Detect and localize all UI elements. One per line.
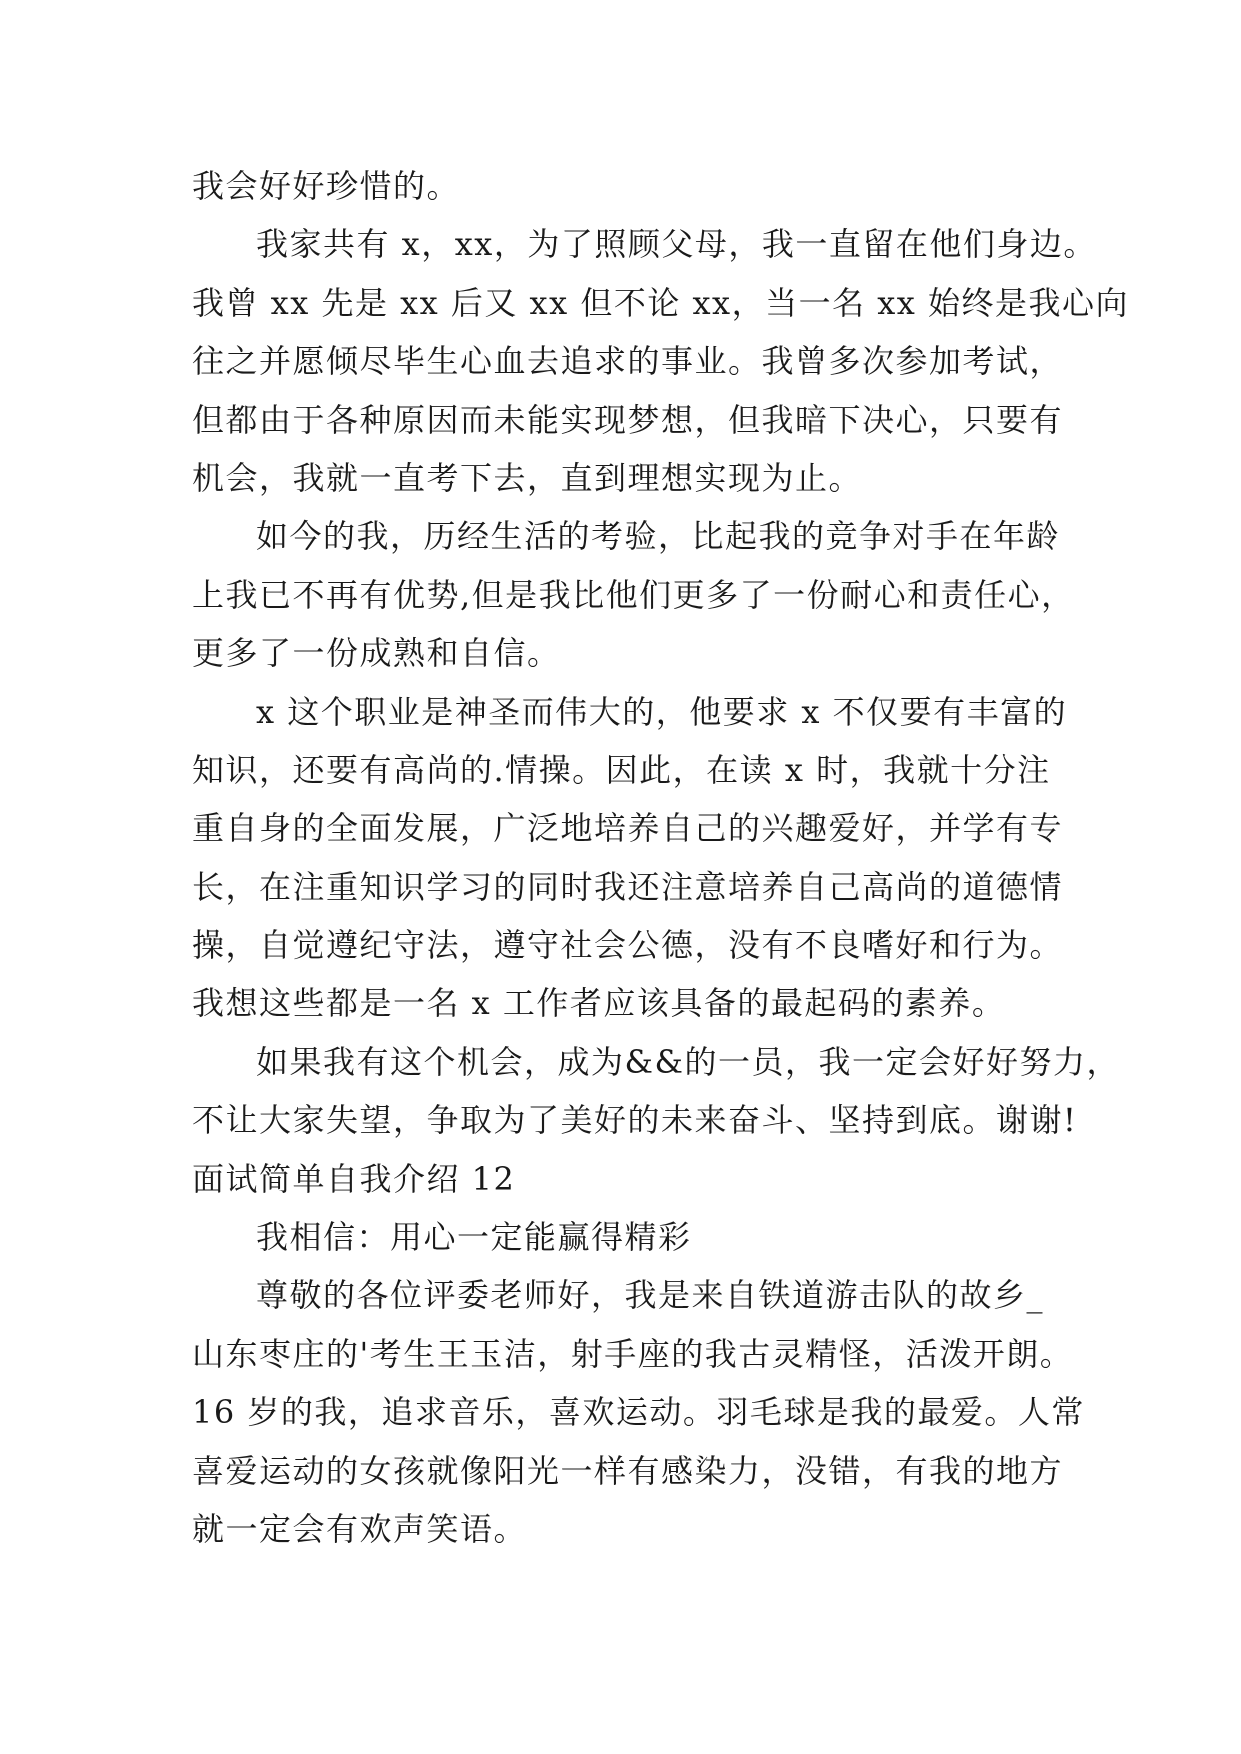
text-line: 16 岁的我，追求音乐，喜欢运动。羽毛球是我的最爱。人常 <box>192 1393 1085 1432</box>
text-line: 上我已不再有优势,但是我比他们更多了一份耐心和责任心， <box>192 575 1075 614</box>
text-line: 重自身的全面发展，广泛地培养自己的兴趣爱好，并学有专 <box>192 809 1064 848</box>
text-line: 我曾 xx 先是 xx 后又 xx 但不论 xx，当一名 xx 始终是我心向 <box>192 283 1130 322</box>
text-line: 长，在注重知识学习的同时我还注意培养自己高尚的道德情 <box>192 867 1064 906</box>
text-line: 如果我有这个机会，成为&&的一员，我一定会好好努力， <box>256 1042 1120 1081</box>
text-line: 但都由于各种原因而未能实现梦想，但我暗下决心，只要有 <box>192 400 1064 439</box>
text-line: 机会，我就一直考下去，直到理想实现为止。 <box>192 458 863 497</box>
text-line: 面试简单自我介绍 12 <box>192 1159 516 1198</box>
text-line: 山东枣庄的'考生王玉洁，射手座的我古灵精怪，活泼开朗。 <box>192 1334 1074 1373</box>
text-line: x 这个职业是神圣而伟大的，他要求 x 不仅要有丰富的 <box>256 692 1068 731</box>
text-line: 不让大家失望，争取为了美好的未来奋斗、坚持到底。谢谢! <box>192 1101 1078 1140</box>
text-line: 操，自觉遵纪守法，遵守社会公德，没有不良嗜好和行为。 <box>192 926 1064 965</box>
document-body <box>192 157 1130 1558</box>
text-line: 如今的我，历经生活的考验，比起我的竞争对手在年龄 <box>256 517 1061 556</box>
text-line: 就一定会有欢声笑语。 <box>192 1509 528 1548</box>
text-line: 往之并愿倾尽毕生心血去追求的事业。我曾多次参加考试， <box>192 342 1064 381</box>
text-line: 喜爱运动的女孩就像阳光一样有感染力，没错，有我的地方 <box>192 1451 1064 1490</box>
text-line: 尊敬的各位评委老师好，我是来自铁道游击队的故乡_ <box>256 1276 1045 1315</box>
text-line: 我会好好珍惜的。 <box>192 167 461 205</box>
text-line: 更多了一份成熟和自信。 <box>192 634 561 673</box>
text-line: 我想这些都是一名 x 工作者应该具备的最起码的素养。 <box>192 984 1006 1023</box>
text-line: 我家共有 x，xx，为了照顾父母，我一直留在他们身边。 <box>256 225 1097 264</box>
text-line: 知识，还要有高尚的.情操。因此，在读 x 时，我就十分注 <box>192 750 1051 789</box>
text-line: 我相信：用心一定能赢得精彩 <box>256 1218 692 1257</box>
